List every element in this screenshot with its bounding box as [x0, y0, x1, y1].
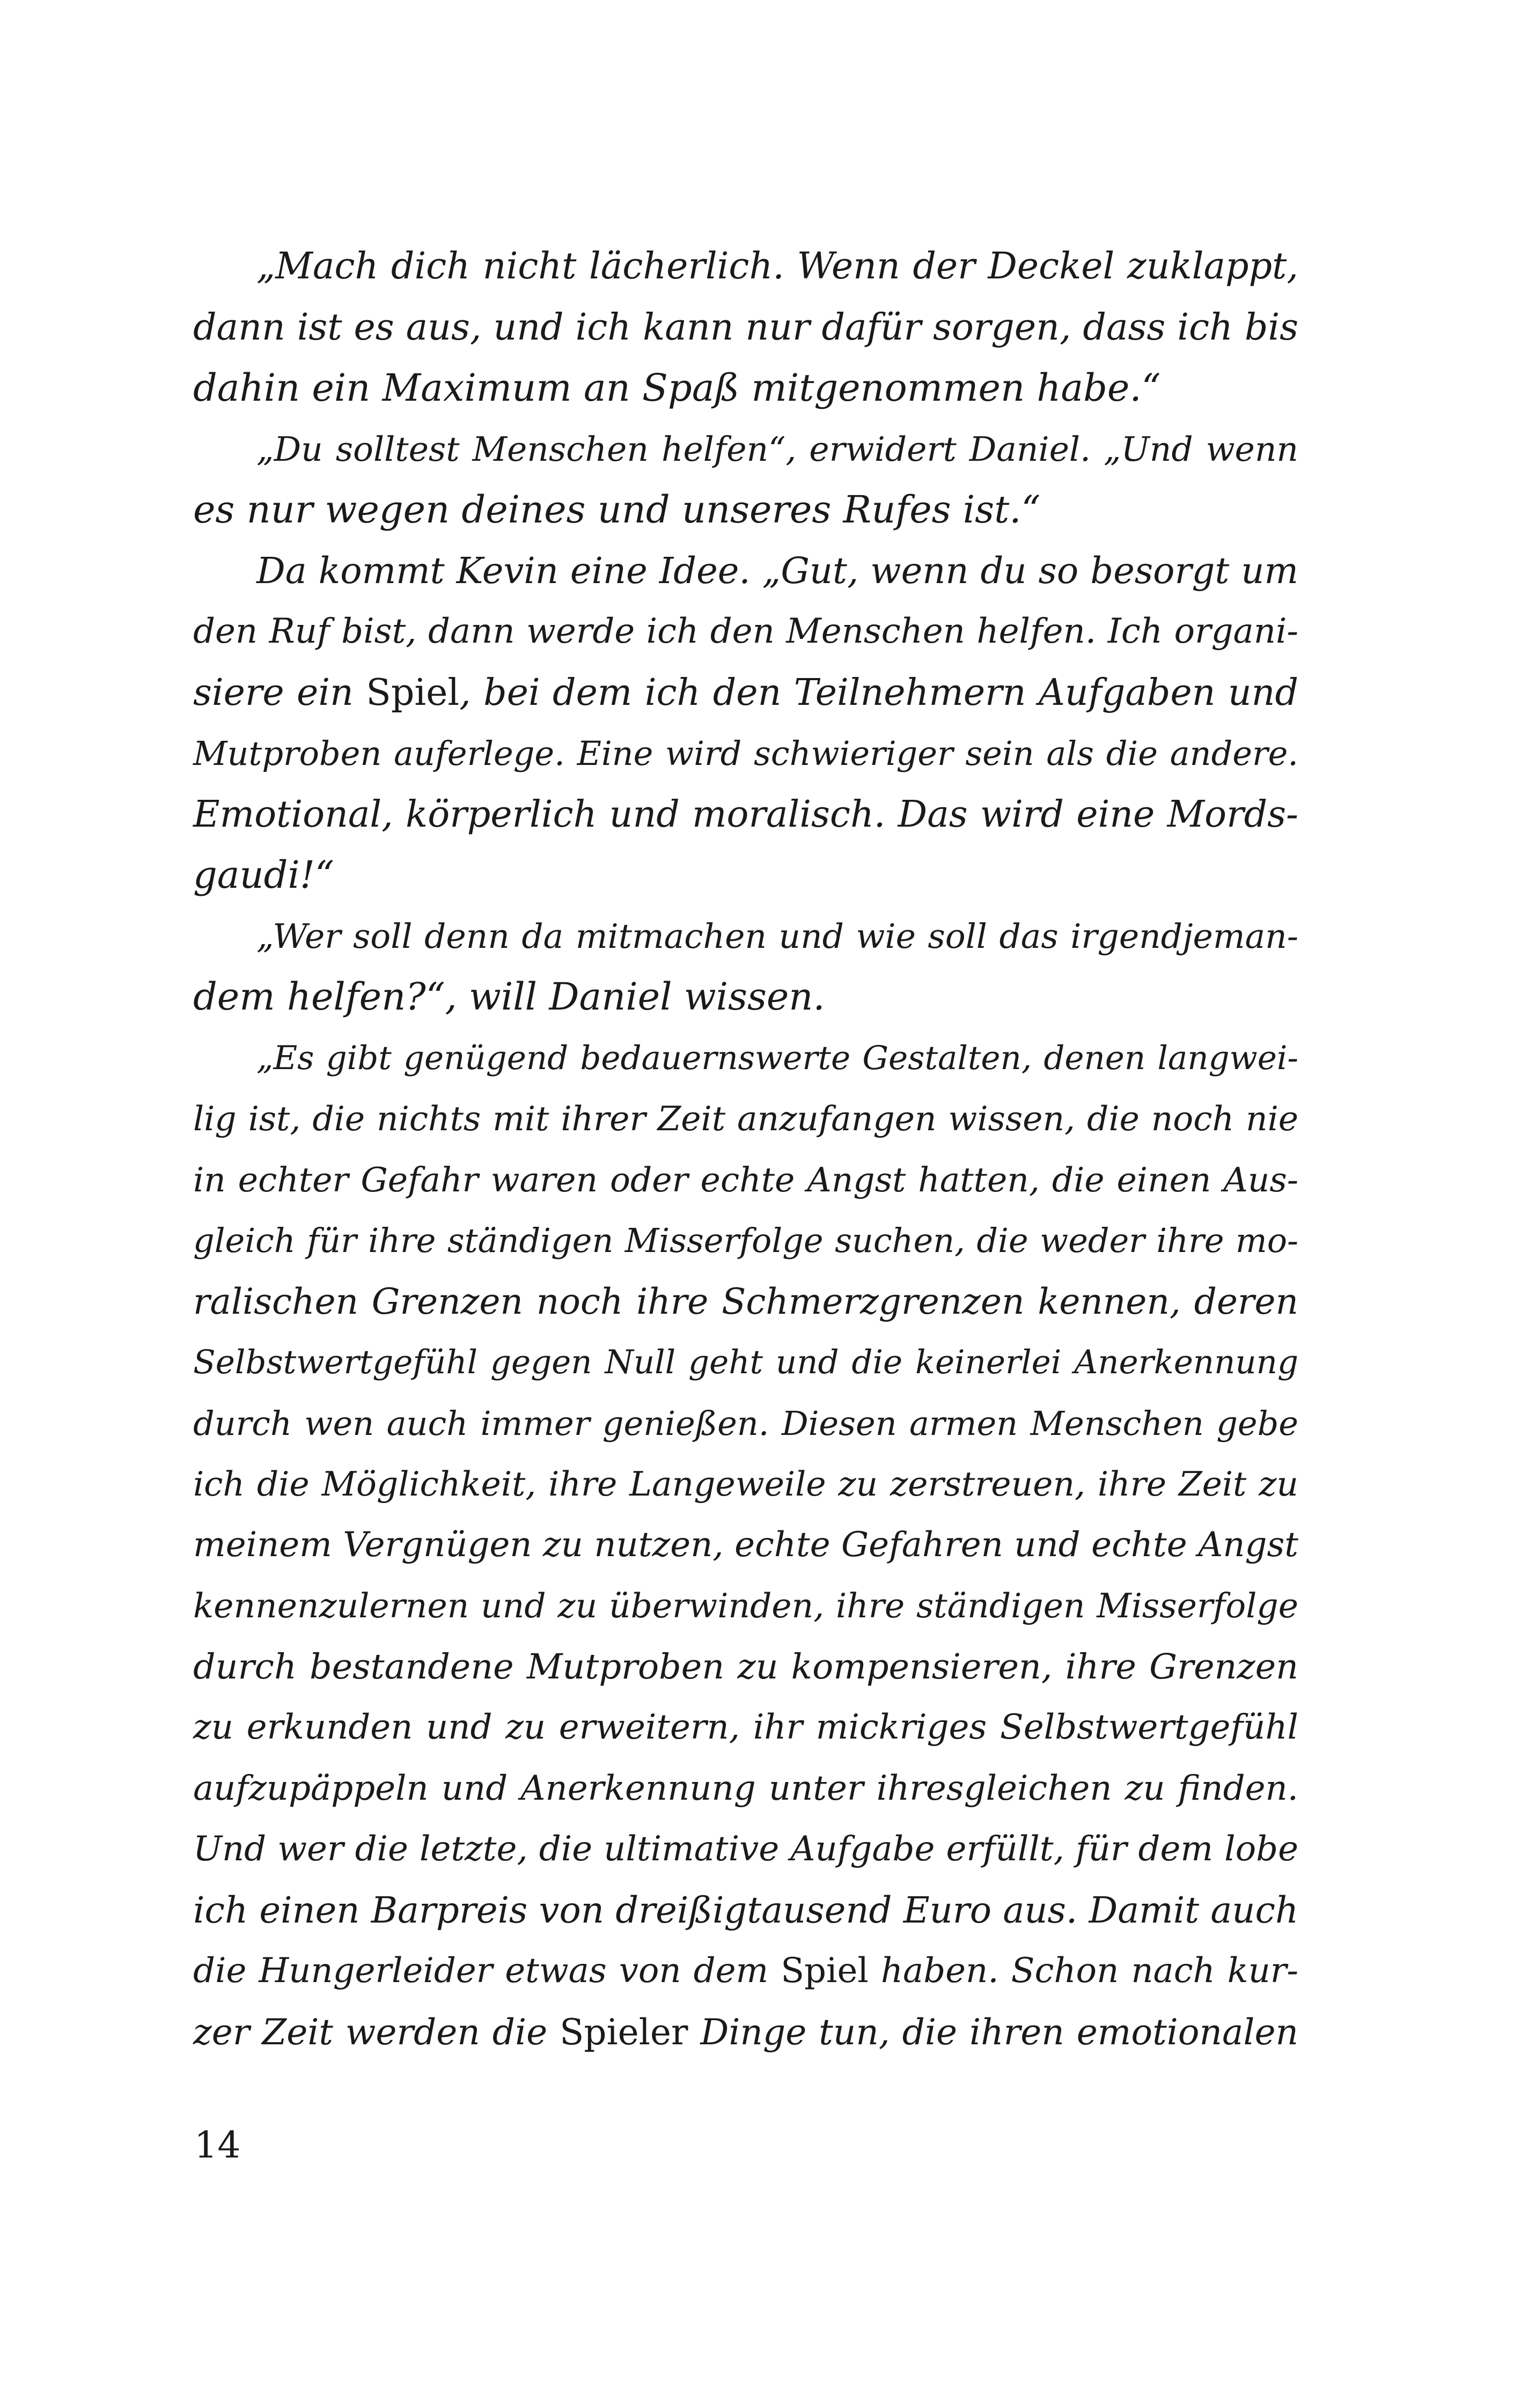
- text-segment: Dinge tun, die ihren emotionalen: [688, 2011, 1299, 2053]
- text-line: [193, 784, 1298, 845]
- emphasis-word: Spieler: [560, 2011, 688, 2053]
- text-line: [193, 906, 1298, 967]
- text-line: [193, 236, 1298, 297]
- text-line: [193, 723, 1298, 784]
- text-line: [193, 1454, 1298, 1515]
- text-line: [193, 967, 1298, 1028]
- text-segment: , bei dem ich den Teilnehmern Aufgaben und: [459, 671, 1298, 714]
- text-segment: siere ein: [193, 671, 366, 714]
- text-line: [193, 1515, 1298, 1576]
- text-segment: gleich für ihre ständigen Misserfolge suchen, die weder ihre mo-: [193, 1221, 1298, 1260]
- text-line: [193, 1332, 1298, 1393]
- text-line: [193, 419, 1298, 480]
- text-segment: gaudi!“: [193, 853, 334, 897]
- text-segment: aufzupäppeln und Anerkennung unter ihresgleichen zu finden.: [193, 1768, 1298, 1808]
- text-line: [193, 1028, 1298, 1089]
- text-line: [193, 1575, 1298, 1637]
- text-line: [193, 1758, 1298, 1820]
- text-segment: ich einen Barpreis von dreißigtausend Euro aus. Damit auch: [193, 1889, 1299, 1931]
- text-line: [193, 601, 1298, 662]
- text-segment: zu erkunden und zu erweitern, ihr mickriges Selbstwertgefühl: [193, 1707, 1298, 1747]
- text-segment: dahin ein Maximum an Spaß mitgenommen habe.“: [193, 366, 1161, 410]
- text-line: [193, 2002, 1298, 2063]
- text-segment: in echter Gefahr waren oder echte Angst hatten, die einen Aus-: [193, 1160, 1298, 1199]
- text-segment: die Hungerleider etwas von dem: [193, 1951, 781, 1991]
- text-line: [193, 1637, 1298, 1698]
- page-number: 14: [194, 2124, 241, 2167]
- text-segment: Mutproben auferlege. Eine wird schwieriger sein als die andere.: [193, 734, 1298, 773]
- text-line: [193, 541, 1298, 602]
- text-line: [193, 480, 1298, 541]
- text-line: [193, 1880, 1298, 1941]
- text-segment: kennenzulernen und zu überwinden, ihre ständigen Misserfolge: [193, 1586, 1298, 1625]
- text-segment: dann ist es aus, und ich kann nur dafür sorgen, dass ich bis: [193, 306, 1298, 349]
- text-line: [193, 1210, 1298, 1271]
- text-segment: ralischen Grenzen noch ihre Schmerzgrenzen kennen, deren: [193, 1280, 1298, 1322]
- text-segment: „Wer soll denn da mitmachen und wie soll das irgendjeman-: [256, 916, 1298, 956]
- emphasis-word: Spiel: [781, 1951, 869, 1991]
- text-segment: haben. Schon nach kur-: [868, 1951, 1299, 1991]
- text-segment: „Du solltest Menschen helfen“, erwidert Daniel. „Und wenn: [256, 429, 1298, 469]
- text-line: [193, 845, 1298, 906]
- text-line: [193, 1941, 1298, 2002]
- text-line: [193, 1088, 1298, 1150]
- text-segment: Emotional, körperlich und moralisch. Das wird eine Mords-: [193, 793, 1298, 836]
- emphasis-word: Spiel: [366, 671, 460, 714]
- text-segment: „Mach dich nicht lächerlich. Wenn der Deckel zuklappt,: [256, 245, 1298, 288]
- text-segment: meinem Vergnügen zu nutzen, echte Gefahren und echte Angst: [193, 1525, 1298, 1565]
- text-line: [193, 1150, 1298, 1211]
- text-segment: durch bestandene Mutproben zu kompensieren, ihre Grenzen: [193, 1646, 1298, 1687]
- text-segment: dem helfen?“, will Daniel wissen.: [193, 975, 825, 1019]
- text-segment: „Es gibt genügend bedauernswerte Gestalten, denen langwei-: [256, 1039, 1298, 1077]
- text-segment: ich die Möglichkeit, ihre Langeweile zu zerstreuen, ihre Zeit zu: [193, 1464, 1298, 1504]
- text-line: [193, 1393, 1298, 1454]
- text-segment: Da kommt Kevin eine Idee. „Gut, wenn du so besorgt um: [256, 549, 1298, 592]
- text-line: [193, 1697, 1298, 1758]
- text-line: [193, 1271, 1298, 1332]
- body-text: [193, 236, 1298, 2063]
- text-line: [193, 662, 1298, 724]
- text-segment: den Ruf bist, dann werde ich den Menschen helfen. Ich organi-: [193, 612, 1298, 651]
- text-line: [193, 358, 1298, 419]
- text-segment: lig ist, die nichts mit ihrer Zeit anzufangen wissen, die noch nie: [193, 1099, 1298, 1138]
- text-segment: Selbstwertgefühl gegen Null geht und die keinerlei Anerkennung: [193, 1343, 1298, 1381]
- text-segment: es nur wegen deines und unseres Rufes ist.“: [193, 488, 1041, 532]
- text-segment: Und wer die letzte, die ultimative Aufgabe erfüllt, für dem lobe: [193, 1829, 1298, 1869]
- text-line: [193, 1819, 1298, 1880]
- text-segment: durch wen auch immer genießen. Diesen armen Menschen gebe: [193, 1403, 1298, 1443]
- text-segment: zer Zeit werden die: [193, 2011, 560, 2053]
- text-line: [193, 297, 1298, 358]
